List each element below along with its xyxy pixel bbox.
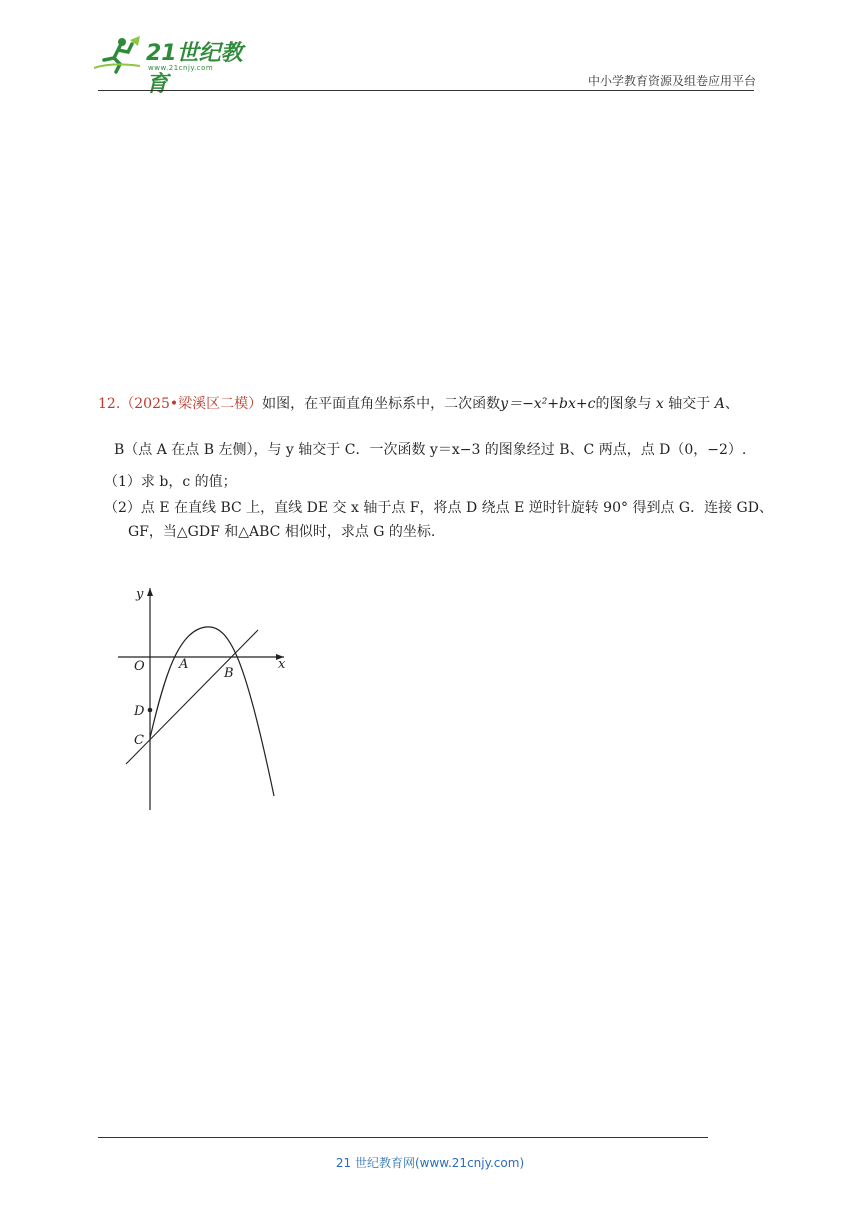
line-bc [126, 630, 258, 764]
coordinate-figure [118, 582, 298, 812]
logo-text: 21世纪教育 [146, 41, 243, 97]
site-logo [92, 34, 262, 97]
point-d-dot [148, 708, 153, 713]
x-var: x [655, 396, 664, 412]
runner-logo-icon [92, 34, 144, 76]
question-part-1: （1）求 b，c 的值； [104, 474, 237, 490]
label-y: y [136, 587, 144, 602]
point-a-var: A [714, 396, 725, 412]
question-text-b: 的图象与 [595, 396, 652, 412]
label-x: x [278, 657, 286, 672]
question-line-1 [98, 394, 739, 414]
label-c: C [134, 733, 144, 748]
footer-divider [98, 1137, 708, 1138]
question-text-c: 轴交于 [668, 396, 711, 412]
question-formula: y＝−x²+bx+c [500, 396, 596, 412]
parabola [150, 627, 274, 796]
footer-text[interactable]: 21 世纪教育网(www.21cnjy.com) [335, 1156, 525, 1170]
y-axis-arrow-icon [147, 588, 153, 596]
question-part-2-line-1: （2）点 E 在直线 BC 上，直线 DE 交 x 轴于点 F，将点 D 绕点 E 逆时针旋转 90° 得到点 G．连接 GD、 [104, 500, 773, 516]
question-line-2: B（点 A 在点 B 左侧），与 y 轴交于 C．一次函数 y＝x−3 的图象经过 B、C 两点，点 D（0，−2）. [114, 442, 747, 458]
logo-url: www.21cnjy.com [148, 64, 214, 72]
question-source: （2025•梁溪区二模） [120, 396, 263, 412]
label-o: O [134, 659, 145, 674]
question-text-a: 如图，在平面直角坐标系中，二次函数 [262, 396, 501, 412]
question-number: 12. [98, 396, 121, 412]
question-part-2-line-2: GF，当△GDF 和△ABC 相似时，求点 G 的坐标. [128, 524, 436, 540]
label-a: A [179, 657, 189, 672]
question-text-d: 、 [724, 396, 739, 412]
label-b: B [224, 666, 234, 681]
header-divider [98, 90, 754, 91]
platform-name: 中小学教育资源及组卷应用平台 [587, 74, 756, 88]
graph-svg [118, 582, 298, 812]
label-d: D [134, 704, 145, 719]
